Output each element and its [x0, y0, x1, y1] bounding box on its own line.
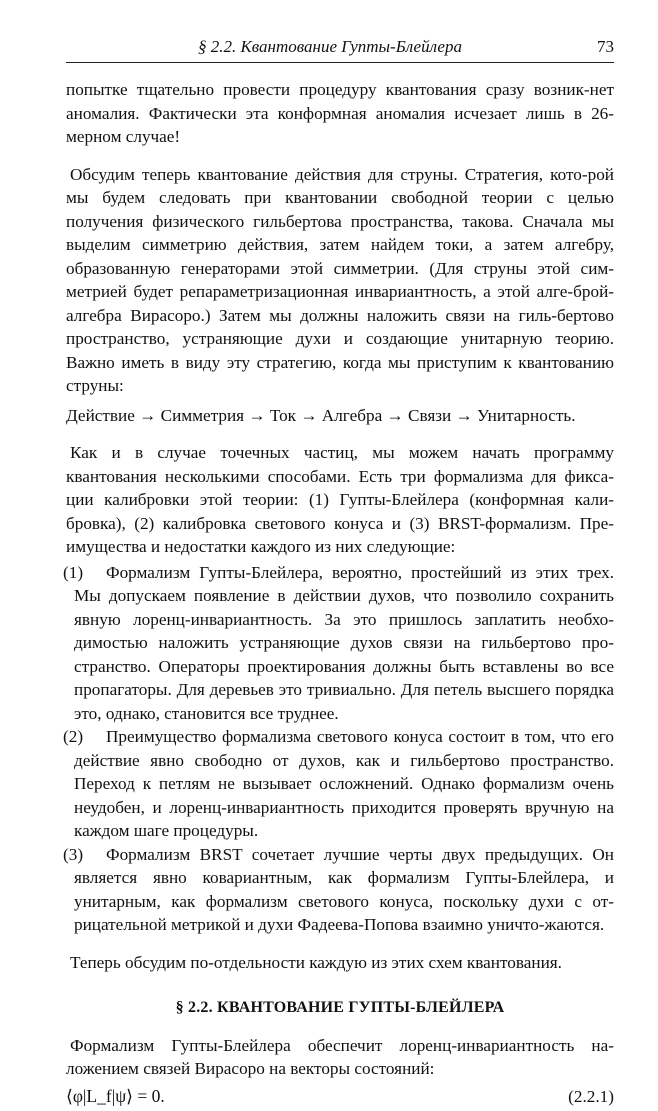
list-item-text: Формализм Гупты-Блейлера, вероятно, простейший из этих трех. Мы допускаем появление в действии духов, что позволило сохранить явную лоренц-инвариантность. За это пришлось заплатить необхо-димостью наложить устраняющие духов связи на гильбертово про-странство. Операторы проектирования должны быть вставлены во все пропагаторы. Для деревьев это тривиально. Для петель высшего порядка это, однако, становится все труднее. — [74, 562, 614, 723]
strategy-chain: Действие → Симметрия → Ток → Алгебра → Связи → Унитарность. — [66, 405, 576, 425]
paragraph-strategy: Обсудим теперь квантование действия для струны. Стратегия, кото-рой мы будем следовать при квантовании свободной теории с целью получения физического гильбертова пространства, такова. Сначала мы выделим симметрию действия, затем найдем токи, а затем алгебру, образованную генераторами этой симметрии. (Для струны этой сим-метрией будет репараметризационная инвариантность, а этой алге-брой-алгебра Вирасоро.) Затем мы должны наложить связи на гиль-бертово пространство, устраняющие духи и создающие унитарную теорию. Важно иметь в виду эту стратегию, когда мы приступим к квантованию струны: — [66, 164, 614, 395]
equation-number: (2.2.1) — [568, 1086, 614, 1106]
list-item — [63, 725, 614, 843]
running-title: § 2.2. Квантование Гупты-Блейлера — [198, 37, 462, 56]
list-item-number: (2) — [63, 727, 84, 746]
list-item-text: Формализм BRST сочетает лучшие черты двух предыдущих. Он является явно ковариантным, как формализм Гупты-Блейлера, и унитарным, как формализм светового конуса, поскольку духи с от-рицательной метрикой и духи Фадеева-Попова взаимно уничто-жаются. — [74, 844, 614, 934]
equation-row — [66, 1085, 614, 1111]
formalism-list — [63, 561, 614, 937]
page-number: 73 — [597, 37, 614, 56]
paragraph-continuation: попытке тщательно провести процедуру квантования сразу возник-нет аномалия. Фактически эта конформная аномалия исчезает лишь в 26-мерном случае! — [66, 80, 614, 146]
equation: ⟨φ|L_f|ψ⟩ = 0. — [66, 1085, 165, 1106]
list-item — [63, 843, 614, 937]
paragraph-formalisms: Как и в случае точечных частиц, мы можем начать программу квантования несколькими способами. Есть три формализма для фикса-ции калибровки этой теории: (1) Гупты-Блейлера (конформная кали-бровка), (2) калибровка светового конуса и (3) BRST-формализм. Пре-имущества и недостатки каждого из них следующие: — [66, 443, 614, 556]
section-heading: § 2.2. КВАНТОВАНИЕ ГУПТЫ-БЛЕЙЛЕРА — [175, 999, 505, 1016]
paragraph-gupta-bleuler: Формализм Гупты-Блейлера обеспечит лоренц-инвариантность на-ложением связей Вирасоро на векторы состояний: — [66, 1035, 614, 1078]
page-body — [63, 78, 614, 1111]
list-item — [63, 561, 614, 726]
list-item-number: (1) — [63, 562, 84, 582]
paragraph-transition: Теперь обсудим по-отдельности каждую из этих схем квантования. — [70, 952, 562, 972]
list-item-text: Преимущество формализма светового конуса состоит в том, что его действие явно свободно от духов, как и гильбертово пространство. Переход к петлям не вызывает осложнений. Однако формализм очень неудобен, и лоренц-инвариантность приходится проверять вручную на каждом шаге процедуры. — [74, 727, 614, 840]
list-item-number: (3) — [63, 844, 84, 864]
page-header — [66, 36, 614, 63]
